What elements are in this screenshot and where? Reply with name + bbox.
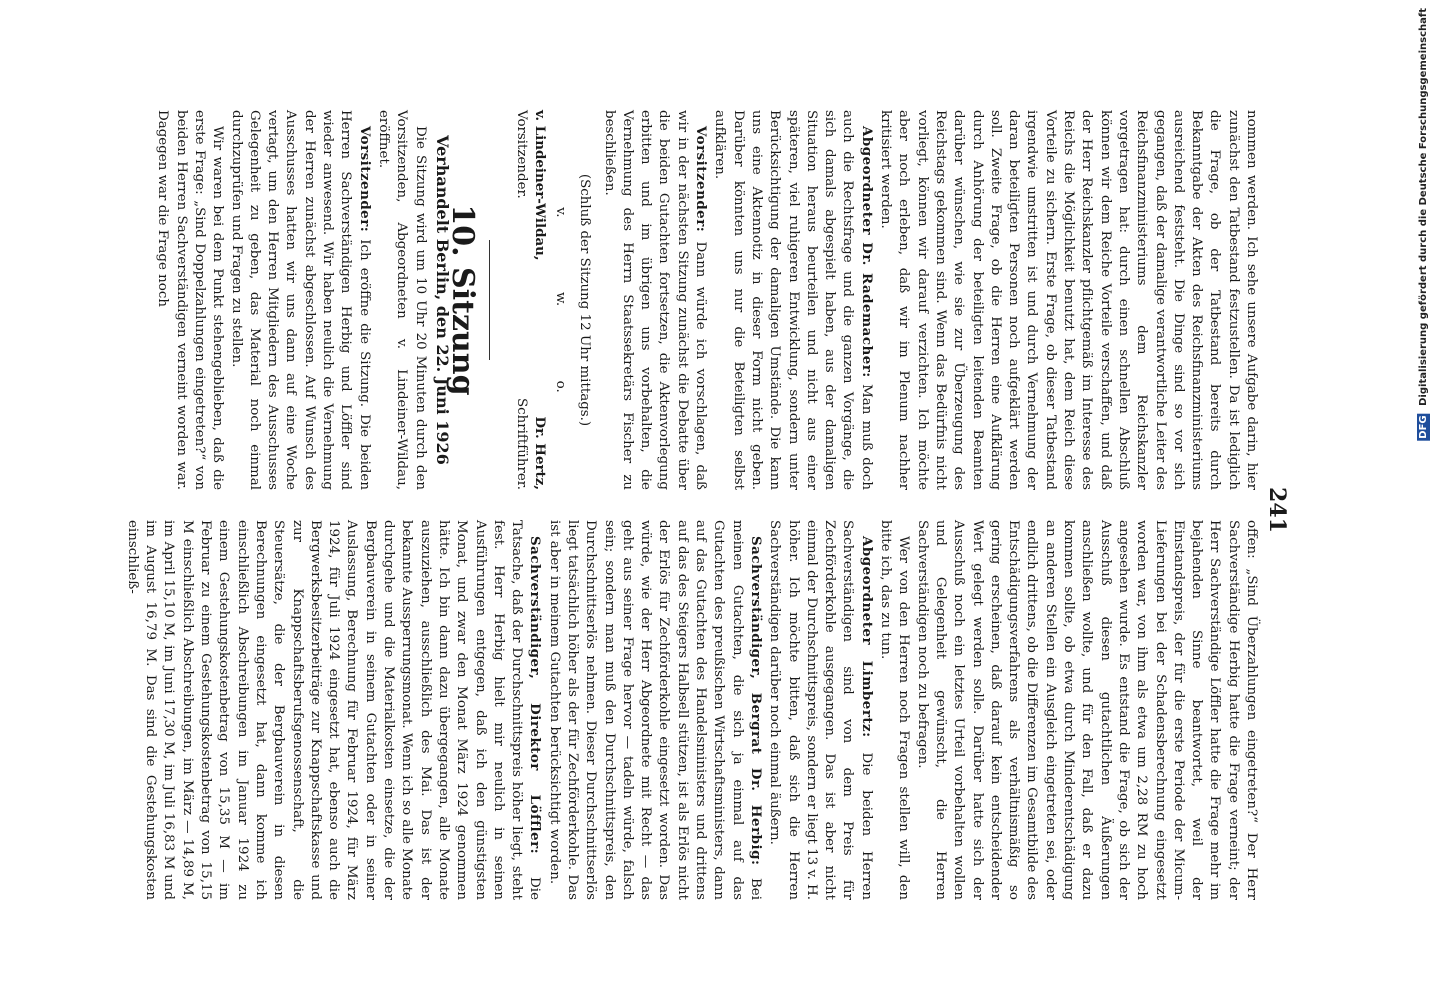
chairman-role: Vorsitzender. [514, 110, 530, 199]
paragraph: Wir waren bei dem Punkt stehengeblieben, daß die erste Frage: „Sind Doppelzahlungen eingetreten?“ von beiden Herren Sachverständigen verneint worden war. Dagegen war die Frage noch [155, 110, 226, 490]
paragraph-text: Die Tatsache, daß der Durchschnittspreis höher liegt, steht fest. Herr Herbig hielt mir neulich in seinen Ausführungen entgegen, daß ich den günstigsten Monat, und zwar den Monat März 1924 genommen hätte. Ich bin dann dazu übergegangen, alle Monate auszuziehen, ausschließlich des Mai. Das ist der bekannte Aussperrungsmonat. Wenn ich so alle Monate durchgehe und die Materialkosten einsetze, die der Bergbauverein in seinem Gutachten oder in seiner Auslassung, Berechnung für Februar 1924, für März 1924, für Juli 1924 eingesetzt hat, ebenso auch die Bergwerksbesitzerbeiträge zur Knappschaftskasse und zur Knappschaftsberufsgenossenschaft, die Steuersätze, die der Bergbauverein in diesen Berechnungen eingesetzt hat, dann komme ich einschließlich Abschreibungen im Januar 1924 zu einem Gestehungskostenbetrag von 15,35 M — im Februar zu einem Gestehungskostenbetrag von 15,15 M einschließlich Abschreibungen, im März — 14,89 M, im April 15,10 M, im Juni 17,30 M, im Juli 16,83 M und im August 16,79 M. Das sind die Gestehungskosten einschließ- [124, 520, 543, 900]
speaker-label: Abgeordneter Dr. Rademacher: [858, 126, 875, 378]
left-column [153, 110, 1260, 490]
signature-roles [512, 110, 530, 490]
secretary-role: Schriftführer. [514, 397, 530, 490]
paragraph-text: Bei meinen Gutachten, die sich ja einmal auf das Gutachten des preußischen Wirtschaftsministers, dann auf das Gutachten des Handelsministers und drittens auf das des Steigers Halbsell stützen, ist als Erlös nicht der Erlös für Zechförderkohle eingesetzt worden. Das würde, wie der Herr Abgeordnete mit Recht — das geht aus seiner Frage hervor — tadeln würde, falsch sein; sondern man muß den Durchschnittspreis, den Durchschnittserlös nehmen. Dieser Durchschnittserlös liegt tatsächlich höher als der für Zechförderkohle. Das ist aber in meinem Gutachten berücksichtigt worden. [546, 520, 763, 900]
speaker-label: Vorsitzender: [693, 126, 710, 233]
chairman-name: v. Lindeiner-Wildau, [531, 110, 548, 261]
speaker-label: Vorsitzender: [356, 126, 373, 233]
session-title: 10. Sitzung [445, 204, 481, 396]
digitization-credit [1417, 8, 1430, 441]
dfg-logo: DFG [1418, 415, 1429, 439]
speaker-label: Sachverständiger, Direktor Löffler: [527, 536, 544, 855]
speaker-label: Abgeordneter Limbertz: [858, 536, 875, 738]
speaker-label: Sachverständiger, Bergrat Dr. Herbig: [747, 536, 764, 866]
vwv-w: w. [553, 291, 569, 307]
vwv-line [551, 110, 569, 490]
secretary-name: Dr. Hertz, [531, 416, 548, 490]
page-number: 241 [1264, 487, 1290, 533]
paragraph: Die Sitzung wird um 10 Uhr 20 Minuten durch den Vorsitzenden, Abgeordneten v. Lindeiner-Wildau, eröffnet. [375, 110, 428, 490]
right-column [123, 520, 1260, 900]
paragraph-text: Dann würde ich vorschlagen, daß wir in der nächsten Sitzung zunächst die Debatte über die beiden Gutachten fortsetzen, die Aktenvorlegung erbitten und im übrigen uns vorbehalten, die Vernehmung des Herrn Staatssekretärs Fischer zu beschließen. [601, 110, 709, 490]
scanned-page [100, 110, 1290, 910]
paragraph-text: Die beiden Herren Sachverständigen sind von dem Preis für Zechförderkohle ausgegangen. Das ist aber nicht einmal der Durchschnittspreis, sondern er liegt 13 v. H. höher. Ich möchte bitten, daß sich die Herren Sachverständigen darüber noch einmal äußern. [767, 520, 874, 900]
session-date: Verhandelt Berlin, den 22. Juni 1926 [432, 135, 452, 465]
vwv-o: o. [553, 380, 569, 393]
section-divider [489, 240, 490, 360]
signatures [530, 110, 548, 490]
credit-text: Digitalisierung gefördert durch die Deutsche Forschungsgemeinschaft [1418, 8, 1429, 406]
paragraph [710, 110, 876, 490]
paragraph [544, 520, 765, 900]
paragraph [123, 520, 545, 900]
paragraph [765, 520, 876, 900]
session-closing: (Schluß der Sitzung 12 Uhr mittags.) [577, 173, 593, 427]
paragraph [599, 110, 710, 490]
paragraph: offen: „Sind Überzahlungen eingetreten?“ Der Herr Sachverständige Herbig hatte die Frage verneint; der Herr Sachverständige Löffler hatte die Frage mehr im bejahenden Sinne beantwortet, weil der Einstandspreis, der für die erste Periode der Micum-Lieferungen bei der Schadensberechnung eingesetzt worden war, von ihm als etwa um 2,28 RM zu hoch angesehen wurde. Es entstand die Frage, ob sich der Ausschuß diesen gutachtlichen Äußerungen anschließen wollte, und für den Fall, daß er dazu kommen sollte, ob etwa durch Minderentschädigung an anderen Stellen ein Ausgleich eingetreten sei, oder endlich drittens, ob die Differenzen im Gesamtbilde des Entschädigungsverfahrens als verhältnismäßig so gering erscheinen, daß darauf kein entscheidender Wert gelegt werden solle. Darüber hatte sich der Ausschuß noch ein letztes Urteil vorbehalten wollen und Gelegenheit gewünscht, die Herren Sachverständigen noch zu befragen. [914, 520, 1259, 900]
paragraph: nommen werden. Ich sehe unsere Aufgabe darin, hier zunächst den Tatbestand festzustellen. Da ist lediglich die Frage, ob der Tatbestand bereits durch Bekanntgabe der Akten des Reichsfinanzministeriums ausreichend feststeht. Die Dinge sind so vor sich gegangen, daß der damalige verantwortliche Leiter des Reichsfinanzministeriums dem Reichskanzler vorgetragen hat: durch einen schnellen Abschluß können wir dem Reiche Vorteile verschaffen, und daß der Herr Reichskanzler pflichtgemäß im Interesse des Reichs die Möglichkeit benutzt hat, dem Reich diese Vorteile zu sichern. Erste Frage, ob dieser Tatbestand irgendwie umstritten ist und durch Vernehmung der daran beteiligten Personen noch aufgeklärt werden soll. Zweite Frage, ob die Herren eine Aufklärung durch Anhörung der beteiligten leitenden Beamten darüber wünschen, wie sie zur Überzeugung des Reichstags gekommen sind. Wenn das Bedürfnis nicht vorliegt, können wir darauf verzichten. Ich möchte aber noch erleben, daß wir im Plenum nachher kritisiert werden. [878, 110, 1259, 490]
paragraph: Wer von den Herren noch Fragen stellen will, den bitte ich, das zu tun. [878, 520, 912, 900]
paragraph-text: Ich eröffne die Sitzung. Die beiden Herren Sachverständigen Herbig und Löffler sind wieder anwesend. Wir haben neulich die Vernehmung der Herren zunächst abgeschlossen. Auf Wunsch des Ausschusses hatten wir uns dann auf eine Woche vertagt, um den Herren Mitgliedern des Ausschusses Gelegenheit zu geben, das Material noch einmal durchzuprüfen und Fragen zu stellen. [228, 110, 372, 490]
paragraph-text: Man muß doch auch die Rechtsfrage und die ganzen Vorgänge, die sich damals abgespielt haben, aus der damaligen Situation heraus beurteilen und nicht aus einer späteren, viel ruhigeren Entwicklung, sondern unter Berücksichtigung der damaligen Umstände. Die kann uns eine Aktennotiz in dieser Form nicht geben. Darüber könnten uns nur die Beteiligten selbst aufklären. [712, 110, 874, 490]
paragraph [226, 110, 373, 490]
vwv-v: v. [553, 207, 569, 218]
